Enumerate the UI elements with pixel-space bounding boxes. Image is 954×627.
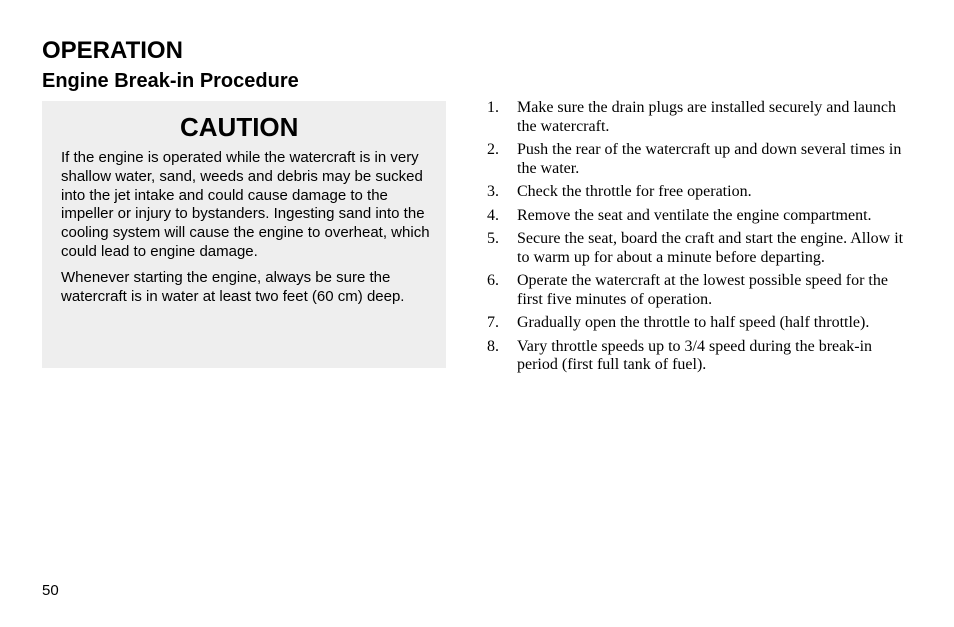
step-number: 5. xyxy=(487,230,499,247)
procedure-step xyxy=(487,338,907,375)
procedure-step xyxy=(487,230,907,267)
page-title: OPERATION xyxy=(42,37,183,64)
procedure-steps xyxy=(487,99,907,380)
step-text: Gradually open the throttle to half speed (half throttle). xyxy=(517,314,870,331)
page-number: 50 xyxy=(42,582,59,599)
caution-heading: CAUTION xyxy=(180,112,299,142)
step-number: 6. xyxy=(487,272,499,289)
step-number: 3. xyxy=(487,183,499,200)
caution-paragraph: If the engine is operated while the watercraft is in very shallow water, sand, weeds and debris may be sucked into the jet intake and could cause damage to the impeller or injury to bystanders. Ingesting sand into the cooling system will cause the engine to overheat, which could lead to engine damage. xyxy=(61,149,430,260)
step-number: 1. xyxy=(487,99,499,116)
procedure-step xyxy=(487,99,907,136)
step-text: Remove the seat and ventilate the engine compartment. xyxy=(517,206,872,224)
procedure-step xyxy=(487,314,907,333)
step-text: Vary throttle speeds up to 3/4 speed during the break-in period (first full tank of fuel). xyxy=(517,337,873,373)
step-number: 4. xyxy=(487,206,499,224)
step-text: Check the throttle for free operation. xyxy=(517,183,752,200)
step-number: 8. xyxy=(487,337,499,355)
procedure-step xyxy=(487,207,907,226)
step-number: 7. xyxy=(487,314,499,331)
step-text: Push the rear of the watercraft up and down several times in the water. xyxy=(517,141,902,177)
procedure-step xyxy=(487,183,907,202)
caution-box xyxy=(42,101,446,368)
step-text: Operate the watercraft at the lowest possible speed for the first five minutes of operation. xyxy=(517,272,888,308)
procedure-step xyxy=(487,141,907,178)
step-number: 2. xyxy=(487,141,499,158)
procedure-step xyxy=(487,272,907,309)
caution-paragraph: Whenever starting the engine, always be sure the watercraft is in water at least two feet (60 cm) deep. xyxy=(61,268,405,305)
step-text: Make sure the drain plugs are installed securely and launch the watercraft. xyxy=(517,99,896,135)
step-text: Secure the seat, board the craft and start the engine. Allow it to warm up for about a minute before departing. xyxy=(517,230,904,266)
section-title: Engine Break-in Procedure xyxy=(42,70,299,92)
